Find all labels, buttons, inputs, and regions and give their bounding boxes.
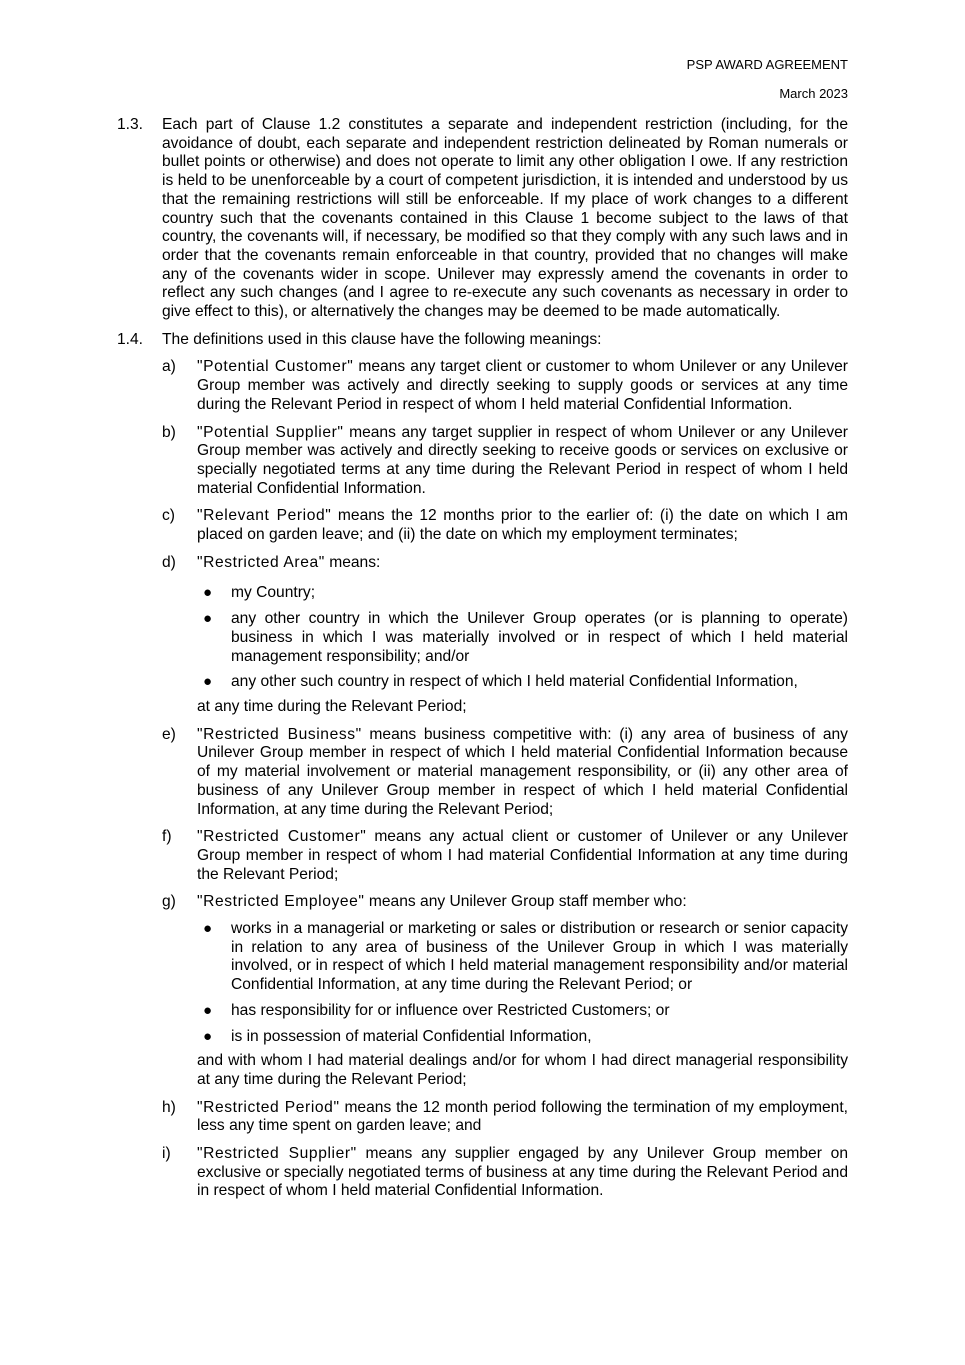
- definition-restricted-business: [117, 726, 848, 820]
- bullet-item: [117, 920, 848, 995]
- definition-restricted-supplier: [117, 1145, 848, 1201]
- definition-restricted-period: [117, 1099, 848, 1136]
- bullet-text: any other such country in respect of which I held material Confidential Information,: [231, 673, 798, 691]
- definition-restricted-employee: [117, 893, 848, 912]
- definition-potential-supplier: [117, 424, 848, 499]
- bullet-item: [117, 1028, 848, 1047]
- defined-term: "Restricted Employee": [197, 893, 365, 911]
- defined-term: "Potential Supplier": [197, 423, 344, 441]
- bullet-item: [117, 584, 848, 603]
- defined-term: "Restricted Customer": [197, 828, 367, 846]
- definition-restricted-area: [117, 554, 848, 573]
- clause-1-4: [117, 331, 848, 350]
- definition-text: means any supplier engaged by any Unilever Group member on exclusive or specially negotiated terms of business at any time during the Relevant Period and in respect of whom I held material Confidential Information.: [197, 1145, 848, 1200]
- bullet-item: [117, 673, 848, 692]
- bullet-icon: ●: [203, 584, 213, 602]
- definition-text: means business competitive with: (i) any area of business of any Unilever Group member in respect of which I held material Confidential Information because of my material involvement or material management responsibility, or (ii) any other area of business of any Unilever Group member in respect of which I held material Confidential Information, at any time during the Relevant Period;: [197, 725, 848, 818]
- bullet-text: works in a managerial or marketing or sales or distribution or research or senior capacity in relation to any area of business of the Unilever Group in which I was materially involved, or in respect of which I held material management responsibility and/or material Confidential Information, at any time during the Relevant Period; or: [231, 920, 848, 994]
- clause-1-3: [117, 116, 848, 322]
- definition-label: i): [162, 1145, 171, 1163]
- definition-text: means:: [324, 553, 381, 571]
- definition-label: f): [162, 828, 172, 846]
- bullet-icon: ●: [203, 920, 213, 938]
- definition-text: means any target supplier in respect of whom Unilever or any Unilever Group member was actively and directly seeking to receive goods or services on exclusive or specially negotiated terms at any time during the Relevant Period in respect of whom I held material Confidential Information.: [197, 423, 848, 497]
- clause-text: Each part of Clause 1.2 constitutes a separate and independent restriction (including, for the avoidance of doubt, each separate and independent restriction delineated by Roman numerals or bullet points or otherwise) and does not operate to limit any other obligation I owe. If any restriction is held to be unenforceable by a court of competent jurisdiction, it is intended and understood by us that the remaining restrictions will still be enforceable. If my place of work changes to a different country such that the covenants contained in this Clause 1 become subject to the laws of that country, the covenants will, if necessary, be modified so that they comply with any such laws and in order that the covenants remain enforceable in that country, provided that no changes will make any of the covenants wider in scope. Unilever may expressly amend the covenants in order to reflect any such changes (and I agree to re-execute any such covenants as necessary in order to give effect to this), or alternatively the changes may be deemed to be made automatically.: [162, 116, 848, 321]
- bullet-text: any other country in which the Unilever Group operates (or is planning to operate) business in which I was materially involved or in respect of which I held material management responsibility; and/or: [231, 610, 848, 665]
- bullet-icon: ●: [203, 610, 213, 628]
- definition-label: b): [162, 423, 176, 441]
- defined-term: "Potential Customer": [197, 358, 354, 376]
- bullet-icon: ●: [203, 1001, 213, 1019]
- definition-text: means the 12 months prior to the earlier of: (i) the date on which I am placed on garden leave; and (ii) the date on which my employment terminates;: [197, 507, 848, 544]
- bullet-icon: ●: [203, 673, 213, 691]
- bullet-item: [117, 610, 848, 666]
- definition-restricted-customer: [117, 828, 848, 884]
- definition-label: a): [162, 358, 176, 376]
- definition-label: c): [162, 507, 175, 525]
- document-date: March 2023: [779, 86, 848, 101]
- defined-term: "Restricted Period": [197, 1098, 340, 1116]
- list-closing-text: at any time during the Relevant Period;: [197, 697, 467, 715]
- bullet-text: my Country;: [231, 584, 316, 602]
- bullet-text: is in possession of material Confidential Information,: [231, 1027, 592, 1045]
- definition-label: e): [162, 725, 176, 743]
- bullet-text: has responsibility for or influence over Restricted Customers; or: [231, 1001, 670, 1019]
- defined-term: "Restricted Business": [197, 725, 362, 743]
- clause-number: 1.4.: [117, 330, 144, 348]
- definition-label: h): [162, 1098, 176, 1116]
- defined-term: "Relevant Period": [197, 507, 332, 525]
- definition-text: means any Unilever Group staff member who:: [364, 893, 687, 911]
- definition-label: g): [162, 893, 176, 911]
- definition-text: means any target client or customer to whom Unilever or any Unilever Group member was actively and directly seeking to supply goods or services at any time during the Relevant Period in respect of whom I held material Confidential Information.: [197, 358, 848, 413]
- definition-text: means any actual client or customer of Unilever or any Unilever Group member in respect of whom I had material Confidential Information at any time during the Relevant Period;: [197, 828, 848, 883]
- definition-potential-customer: [117, 358, 848, 414]
- defined-term: "Restricted Area": [197, 553, 325, 571]
- list-closing-text: and with whom I had material dealings and/or for whom I had direct managerial responsibility at any time during the Relevant Period;: [197, 1052, 848, 1088]
- bullet-item: [117, 1002, 848, 1021]
- definition-label: d): [162, 553, 176, 571]
- definition-text: means the 12 month period following the termination of my employment, less any time spent on garden leave; and: [197, 1098, 848, 1135]
- bullet-icon: ●: [203, 1027, 213, 1045]
- document-title: PSP AWARD AGREEMENT: [686, 57, 848, 72]
- defined-term: "Restricted Supplier": [197, 1145, 357, 1163]
- clause-number: 1.3.: [117, 116, 144, 133]
- clause-intro: The definitions used in this clause have the following meanings:: [162, 330, 602, 348]
- definition-relevant-period: [117, 507, 848, 544]
- document-body: [117, 116, 848, 1201]
